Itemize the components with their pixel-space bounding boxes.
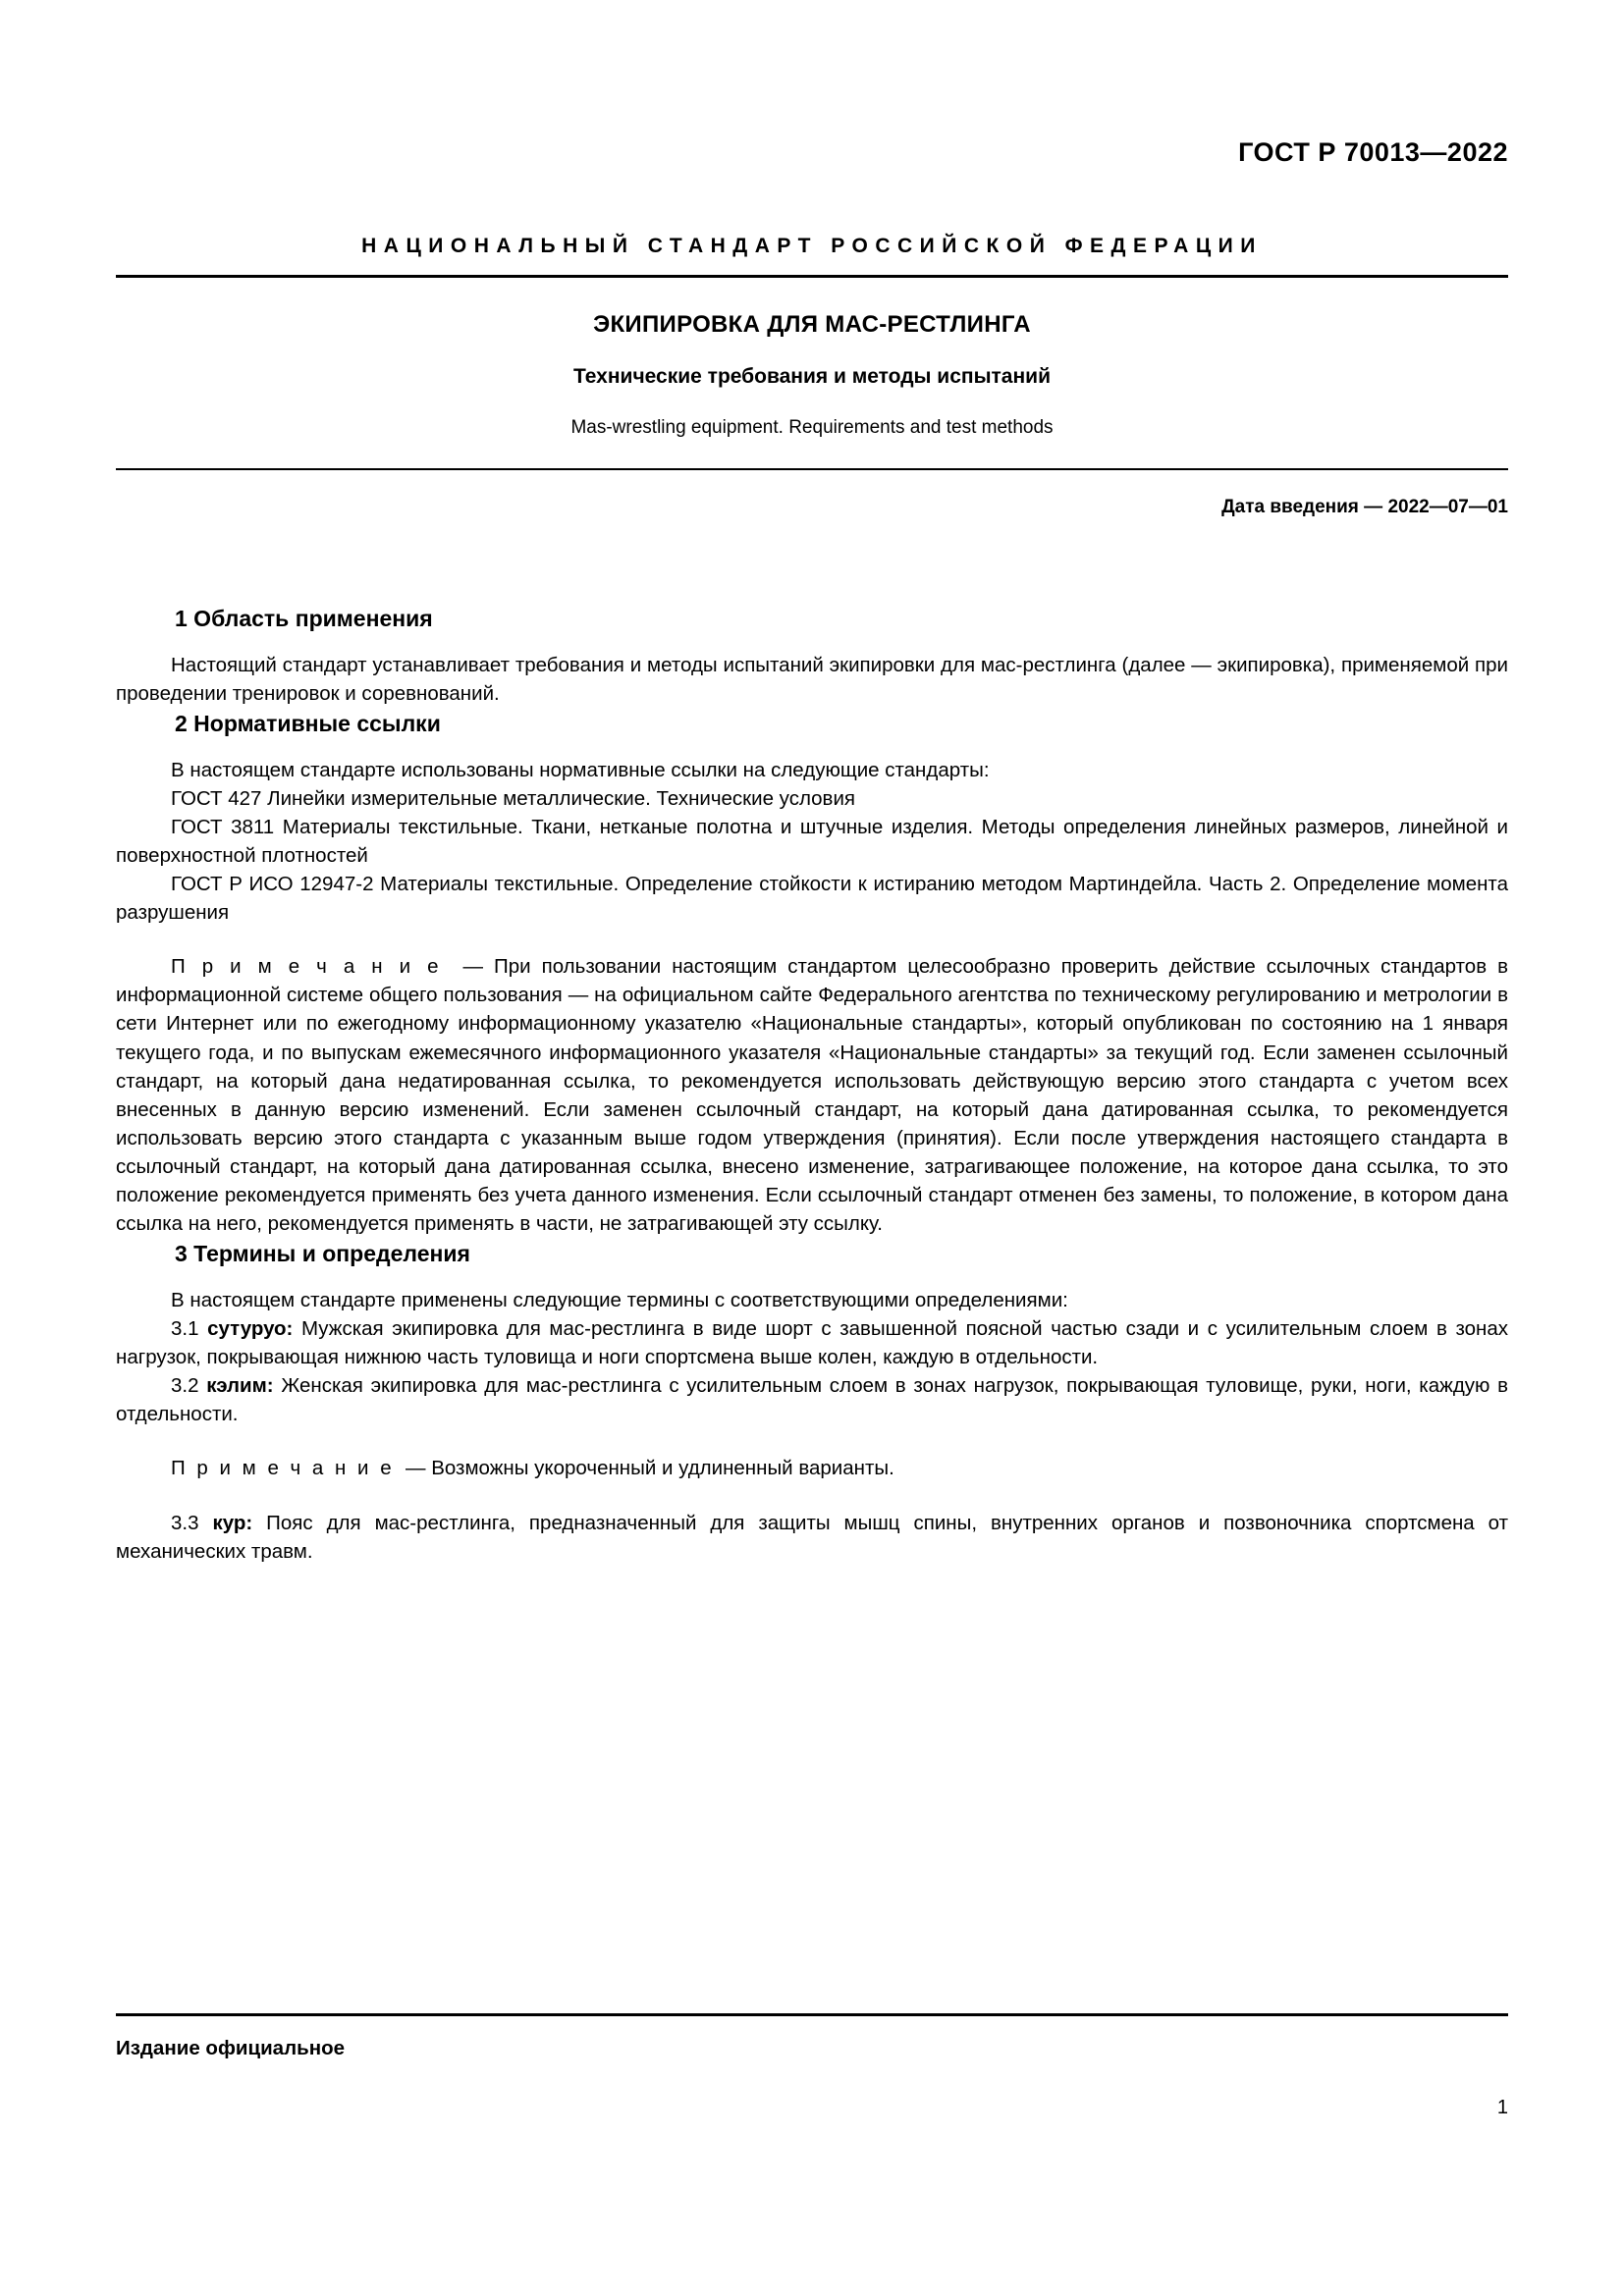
title-divider <box>116 468 1508 470</box>
section-1-paragraph: Настоящий стандарт устанавливает требования и методы испытаний экипировки для мас-рестлинга (далее — экипировка), применяемой при проведении тренировок и соревнований. <box>116 653 1508 705</box>
section-2-reference-12947: ГОСТ Р ИСО 12947-2 Материалы текстильные. Определение стойкости к истиранию методом Мартиндейла. Часть 2. Определение момента разрушения <box>116 872 1508 925</box>
term-3-2-number: 3.2 <box>171 1374 199 1398</box>
term-3-3-definition: Пояс для мас-рестлинга, предназначенный для защиты мышц спины, внутренних органов и позвоночника спортсмена от механических травм. <box>116 1511 1508 1563</box>
term-3-2-definition: Женская экипировка для мас-рестлинга с усилительным слоем в зонах нагрузок, покрывающая туловище, руки, ноги, каждую в отдельности. <box>116 1374 1509 1426</box>
title-block <box>116 278 1508 439</box>
section-2-note-label: П р и м е ч а н и е <box>171 955 442 979</box>
official-edition-label: Издание официальное <box>116 2037 346 2059</box>
section-3-note <box>116 1454 1508 1482</box>
section-3-note-label: П р и м е ч а н и е <box>171 1457 395 1480</box>
section-heading-2: 2 Нормативные ссылки <box>175 710 441 736</box>
section-2-note-text: — При пользовании настоящим стандартом целесообразно проверить действие ссылочных стандартов в информационной системе общего пользования — на официальном сайте Федерального агентства по техническому регулированию и метрологии в сети Интернет или по ежегодному информационному указателю «Национальные стандарты», который опубликован по состоянию на 1 января текущего года, и по выпускам ежемесячного информационного указателя «Национальные стандарты» за текущий год. Если заменен ссылочный стандарт, на который дана недатированная ссылка, то рекомендуется использовать действующую версию этого стандарта с учетом всех внесенных в данную версию изменений. Если заменен ссылочный стандарт, на который дана датированная ссылка, то рекомендуется использовать версию этого стандарта с указанным выше годом утверждения (принятия). Если после утверждения настоящего стандарта в ссылочный стандарт, на который дана датированная ссылка, внесено изменение, затрагивающее положение, на которое дана ссылка, то это положение рекомендуется применять без учета данного изменения. Если ссылочный стандарт отменен без замены, то положение, в котором дана ссылка на него, рекомендуется применять в части, не затрагивающей эту ссылку. <box>116 955 1508 1236</box>
term-3-1 <box>116 1314 1508 1371</box>
term-3-2 <box>116 1371 1508 1428</box>
section-2-paragraph-1: В настоящем стандарте использованы нормативные ссылки на следующие стандарты: <box>171 758 990 781</box>
section-heading-3: 3 Термины и определения <box>175 1241 470 1267</box>
section-2-note <box>116 952 1508 1238</box>
document-title-english: Mas-wrestling equipment. Requirements and test methods <box>570 417 1054 438</box>
term-3-3-name: кур: <box>212 1511 253 1534</box>
page-number: 1 <box>1496 2097 1508 2118</box>
term-3-3-number: 3.3 <box>171 1511 199 1534</box>
national-standard-heading: НАЦИОНАЛЬНЫЙ СТАНДАРТ РОССИЙСКОЙ ФЕДЕРАЦИИ <box>361 235 1263 257</box>
document-subtitle: Технические требования и методы испытаний <box>573 365 1051 388</box>
section-2-reference-427: ГОСТ 427 Линейки измерительные металлические. Технические условия <box>171 786 855 810</box>
section-3-intro: В настоящем стандарте применены следующие термины с соответствующими определениями: <box>171 1288 1068 1311</box>
document-title: ЭКИПИРОВКА ДЛЯ МАС-РЕСТЛИНГА <box>593 311 1031 338</box>
term-3-1-name: сутуруо: <box>207 1317 294 1341</box>
document-body <box>116 603 1508 1566</box>
term-3-1-number: 3.1 <box>171 1317 199 1341</box>
section-heading-1: 1 Область применения <box>175 606 433 631</box>
section-3-note-text: — Возможны укороченный и удлиненный варианты. <box>406 1457 894 1480</box>
standard-number: ГОСТ Р 70013—2022 <box>1238 137 1508 167</box>
term-3-2-name: кэлим: <box>206 1374 274 1398</box>
section-2-reference-3811: ГОСТ 3811 Материалы текстильные. Ткани, нетканые полотна и штучные изделия. Методы определения линейных размеров, линейной и поверхностной плотностей <box>116 815 1508 867</box>
footer-divider <box>116 2013 1508 2016</box>
introduction-date: Дата введения — 2022—07—01 <box>1221 497 1508 517</box>
term-3-3 <box>116 1509 1508 1566</box>
term-3-1-definition: Мужская экипировка для мас-рестлинга в виде шорт с завышенной поясной частью сзади и с усилительным слоем в зонах нагрузок, покрывающая нижнюю часть туловища и ноги спортсмена выше колен, каждую в отдельности. <box>116 1317 1508 1369</box>
